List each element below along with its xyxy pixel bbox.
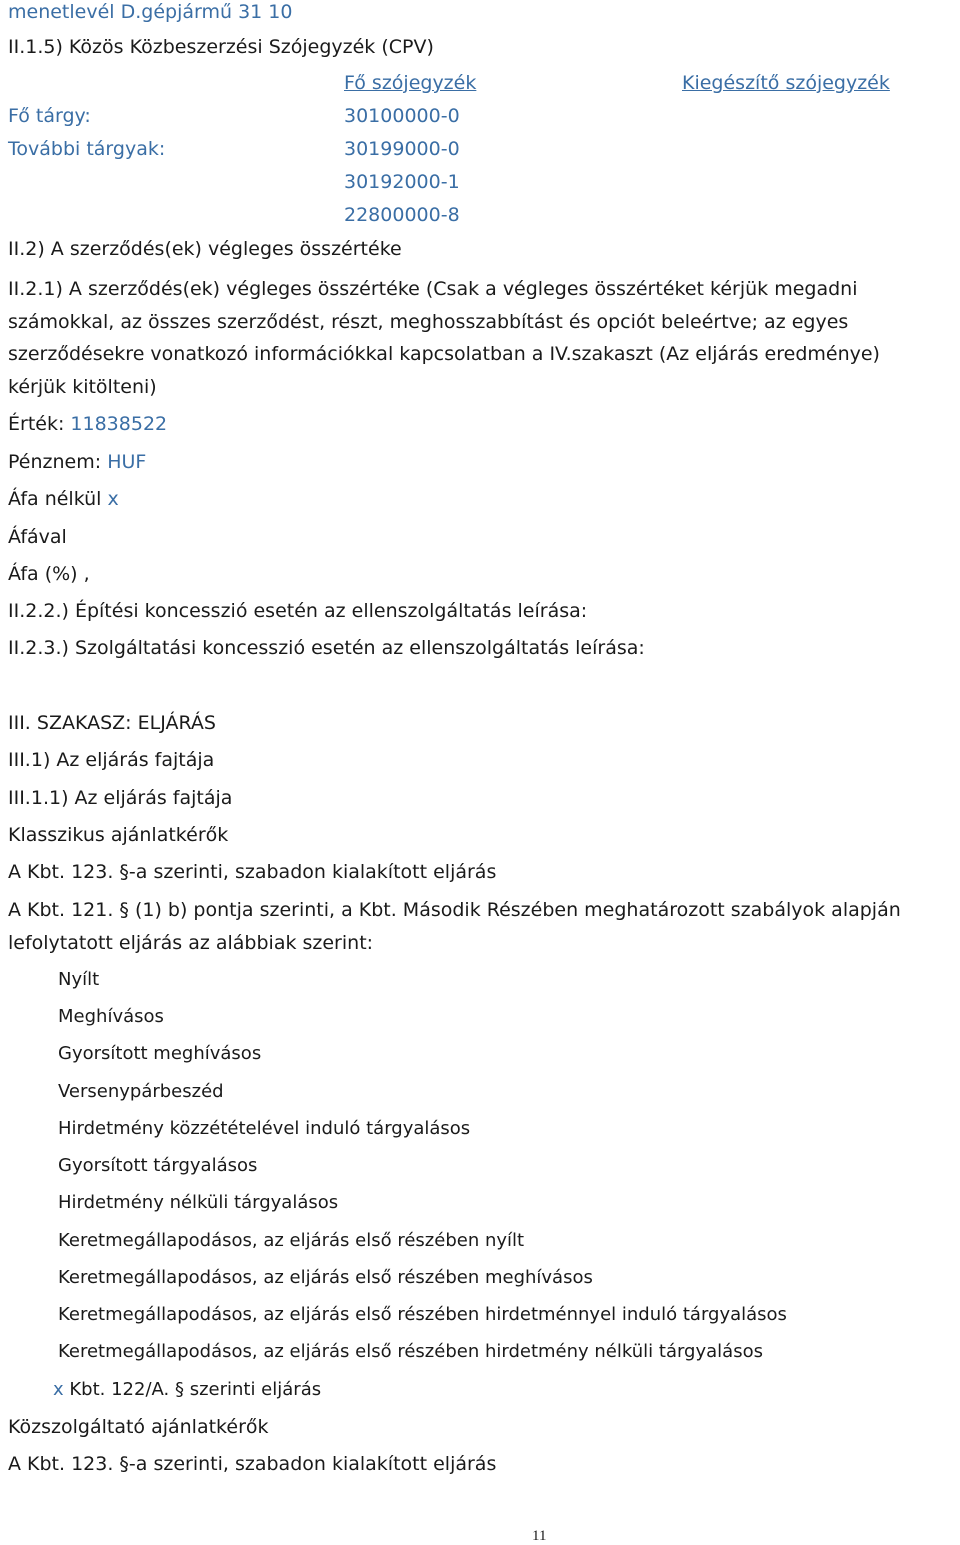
additional-subjects-label: További tárgyak: bbox=[8, 138, 166, 160]
section-ii22: II.2.2.) Építési koncesszió esetén az ellenszolgáltatás leírása: bbox=[8, 600, 588, 622]
procedure-option: Keretmegállapodásos, az eljárás első részében hirdetmény nélküli tárgyalásos bbox=[58, 1341, 763, 1362]
value-label: Érték: bbox=[8, 413, 65, 435]
cpv-heading: II.1.5) Közös Közbeszerzési Szójegyzék (CPV) bbox=[8, 36, 434, 58]
supplementary-vocabulary-header: Kiegészítő szójegyzék bbox=[682, 72, 890, 94]
page-number: 11 bbox=[532, 1528, 547, 1544]
procedure-option: Hirdetmény nélküli tárgyalásos bbox=[58, 1192, 339, 1213]
main-subject-label: Fő tárgy: bbox=[8, 105, 91, 127]
vat-without-row bbox=[8, 487, 119, 511]
utility-contracting-label: Közszolgáltató ajánlatkérők bbox=[8, 1416, 269, 1438]
procedure-option: Meghívásos bbox=[58, 1006, 164, 1027]
main-subject-code: 30100000-0 bbox=[344, 105, 460, 127]
paragraph-line: kérjük kitölteni) bbox=[8, 376, 157, 398]
paragraph-line: szerződésekre vonatkozó információkkal kapcsolatban a IV.szakaszt (Az eljárás eredménye) bbox=[8, 343, 880, 365]
section-iii1: III.1) Az eljárás fajtája bbox=[8, 749, 215, 771]
procedure-option: Versenypárbeszéd bbox=[58, 1081, 224, 1102]
procedure-option: Gyorsított tárgyalásos bbox=[58, 1155, 258, 1176]
kbt-122a-mark: x bbox=[53, 1379, 64, 1400]
additional-code: 22800000-8 bbox=[344, 204, 460, 226]
kbt-122a-label: Kbt. 122/A. § szerinti eljárás bbox=[63, 1379, 322, 1400]
top-line: menetlevél D.gépjármű 31 10 bbox=[8, 1, 293, 23]
kbt-121-line: lefolytatott eljárás az alábbiak szerint: bbox=[8, 932, 374, 954]
section-ii2-heading: II.2) A szerződés(ek) végleges összértéke bbox=[8, 238, 402, 260]
paragraph-line: számokkal, az összes szerződést, részt, meghosszabbítást és opciót beleértve; az egyes bbox=[8, 311, 849, 333]
kbt-122a-row bbox=[53, 1378, 321, 1402]
value-row bbox=[8, 412, 167, 436]
procedure-option: Hirdetmény közzétételével induló tárgyalásos bbox=[58, 1118, 471, 1139]
procedure-option: Keretmegállapodásos, az eljárás első részében nyílt bbox=[58, 1230, 525, 1251]
paragraph-line: II.2.1) A szerződés(ek) végleges összértéke (Csak a végleges összértéket kérjük megadni bbox=[8, 278, 858, 300]
kbt-121-line: A Kbt. 121. § (1) b) pontja szerinti, a Kbt. Második Részében meghatározott szabályok alapján bbox=[8, 899, 901, 921]
section-iii11: III.1.1) Az eljárás fajtája bbox=[8, 787, 233, 809]
vat-without-mark: x bbox=[107, 488, 119, 510]
currency-label: Pénznem: bbox=[8, 451, 102, 473]
procedure-option: Keretmegállapodásos, az eljárás első részében meghívásos bbox=[58, 1267, 593, 1288]
classic-contracting-label: Klasszikus ajánlatkérők bbox=[8, 824, 229, 846]
section-ii23: II.2.3.) Szolgáltatási koncesszió esetén az ellenszolgáltatás leírása: bbox=[8, 637, 645, 659]
value-amount: 11838522 bbox=[70, 413, 168, 435]
vat-percent-label: Áfa (%) , bbox=[8, 563, 90, 585]
additional-code: 30199000-0 bbox=[344, 138, 460, 160]
currency-value: HUF bbox=[107, 451, 147, 473]
kbt-123-procedure-utility: A Kbt. 123. §-a szerinti, szabadon kialakított eljárás bbox=[8, 1453, 497, 1475]
procedure-option: Gyorsított meghívásos bbox=[58, 1043, 262, 1064]
currency-row bbox=[8, 450, 146, 474]
main-vocabulary-header: Fő szójegyzék bbox=[344, 72, 477, 94]
section-iii-heading: III. SZAKASZ: ELJÁRÁS bbox=[8, 712, 216, 734]
kbt-123-procedure: A Kbt. 123. §-a szerinti, szabadon kialakított eljárás bbox=[8, 861, 497, 883]
procedure-option: Nyílt bbox=[58, 969, 100, 990]
additional-code: 30192000-1 bbox=[344, 171, 460, 193]
procedure-option: Keretmegállapodásos, az eljárás első részében hirdetménnyel induló tárgyalásos bbox=[58, 1304, 787, 1325]
vat-with-label: Áfával bbox=[8, 526, 67, 548]
vat-without-label: Áfa nélkül bbox=[8, 488, 102, 510]
